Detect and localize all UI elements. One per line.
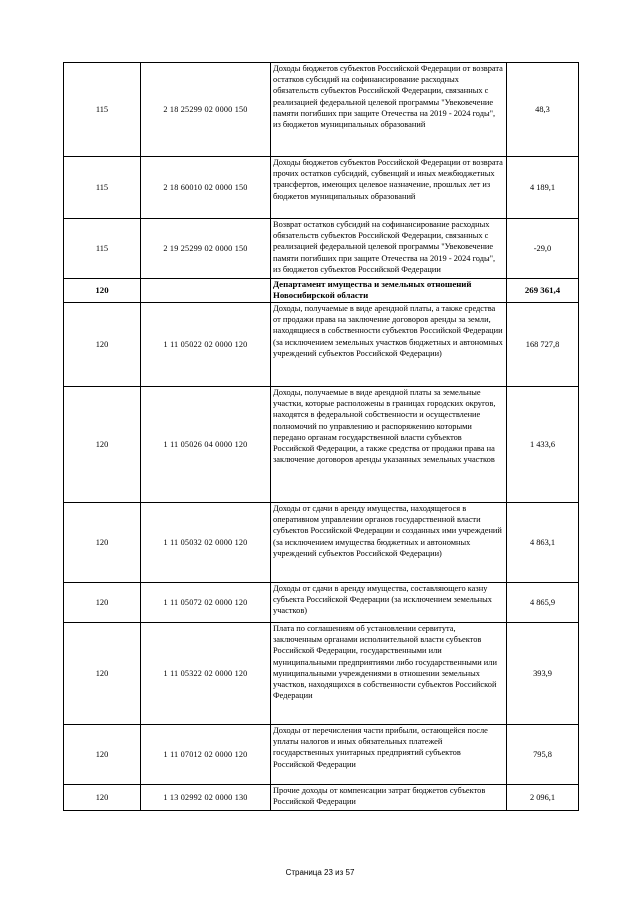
budget-code-cell: 2 18 25299 02 0000 150: [141, 63, 271, 157]
budget-code-cell: 1 11 05072 02 0000 120: [141, 583, 271, 623]
budget-revenue-table: [63, 62, 579, 811]
admin-code-cell: 120: [64, 623, 141, 725]
budget-code-cell: 1 11 05022 02 0000 120: [141, 303, 271, 387]
amount-cell: 4 189,1: [507, 157, 579, 219]
table-row: [64, 623, 579, 725]
revenue-name-cell: Доходы от сдачи в аренду имущества, составляющего казну субъекта Российской Федерации (за исключением земельных участков): [271, 583, 507, 623]
table-row: [64, 303, 579, 387]
revenue-name-cell: Возврат остатков субсидий на софинансирование расходных обязательств субъектов Российской Федерации, связанных с реализацией федеральной целевой программы "Увековечение памяти погибших при защите Отечества на 2019 - 2024 годы", из бюджетов субъектов Российской Федерации: [271, 219, 507, 279]
amount-cell: 393,9: [507, 623, 579, 725]
budget-code-cell: 1 11 05032 02 0000 120: [141, 503, 271, 583]
table-row: [64, 785, 579, 811]
budget-code-cell: 2 19 25299 02 0000 150: [141, 219, 271, 279]
table-row: [64, 387, 579, 503]
admin-code-cell: 115: [64, 219, 141, 279]
amount-cell: 168 727,8: [507, 303, 579, 387]
admin-code-cell: 120: [64, 503, 141, 583]
admin-code-cell: 120: [64, 387, 141, 503]
budget-code-cell: 1 11 05026 04 0000 120: [141, 387, 271, 503]
table-row: [64, 725, 579, 785]
amount-cell: 795,8: [507, 725, 579, 785]
revenue-name-cell: Доходы от перечисления части прибыли, остающейся после уплаты налогов и иных обязательных платежей государственных унитарных предприятий субъектов Российской Федерации: [271, 725, 507, 785]
amount-cell: -29,0: [507, 219, 579, 279]
budget-code-cell: 2 18 60010 02 0000 150: [141, 157, 271, 219]
admin-code-cell: 115: [64, 157, 141, 219]
table-row: [64, 63, 579, 157]
revenue-name-cell: Доходы, получаемые в виде арендной платы за земельные участки, которые расположены в границах городских округов, находятся в федеральной собственности и осуществление полномочий по управлению и распоряжению которыми передано органам государственной власти субъектов Российской Федерации, а также средства от продажи права на заключение договоров аренды указанных земельных участков: [271, 387, 507, 503]
revenue-name-cell: Плата по соглашениям об установлении сервитута, заключенным органами исполнительной власти субъектов Российской Федерации, государственными или муниципальными предприятиями либо государственными или муниципальными учреждениями в отношении земельных участков, находящихся в собственности субъектов Российской Федерации: [271, 623, 507, 725]
table-row: [64, 583, 579, 623]
amount-cell: 48,3: [507, 63, 579, 157]
amount-cell: 1 433,6: [507, 387, 579, 503]
budget-code-cell: [141, 279, 271, 303]
admin-code-cell: 120: [64, 279, 141, 303]
table-row: [64, 503, 579, 583]
budget-code-cell: 1 11 05322 02 0000 120: [141, 623, 271, 725]
amount-cell: 2 096,1: [507, 785, 579, 811]
table-body: [64, 63, 579, 811]
budget-code-cell: 1 11 07012 02 0000 120: [141, 725, 271, 785]
revenue-name-cell: Доходы бюджетов субъектов Российской Федерации от возврата прочих остатков субсидий, субвенций и иных межбюджетных трансфертов, имеющих целевое назначение, прошлых лет из бюджетов муниципальных образований: [271, 157, 507, 219]
amount-cell: 4 865,9: [507, 583, 579, 623]
budget-code-cell: 1 13 02992 02 0000 130: [141, 785, 271, 811]
admin-code-cell: 120: [64, 785, 141, 811]
amount-cell: 4 863,1: [507, 503, 579, 583]
admin-code-cell: 120: [64, 303, 141, 387]
admin-code-cell: 120: [64, 583, 141, 623]
page-number: Страница 23 из 57: [285, 868, 355, 877]
revenue-name-cell: Департамент имущества и земельных отношений Новосибирской области: [271, 279, 507, 303]
amount-cell: 269 361,4: [507, 279, 579, 303]
table-row: [64, 219, 579, 279]
revenue-name-cell: Прочие доходы от компенсации затрат бюджетов субъектов Российской Федерации: [271, 785, 507, 811]
revenue-name-cell: Доходы, получаемые в виде арендной платы, а также средства от продажи права на заключение договоров аренды за земли, находящиеся в собственности субъектов Российской Федерации (за исключением земельных участков бюджетных и автономных учреждений субъектов Российской Федерации): [271, 303, 507, 387]
revenue-name-cell: Доходы от сдачи в аренду имущества, находящегося в оперативном управлении органов государственной власти субъектов Российской Федерации и созданных ими учреждений (за исключением имущества бюджетных и автономных учреждений субъектов Российской Федерации): [271, 503, 507, 583]
admin-code-cell: 115: [64, 63, 141, 157]
revenue-name-cell: Доходы бюджетов субъектов Российской Федерации от возврата остатков субсидий на софинансирование расходных обязательств субъектов Российской Федерации, связанных с реализацией федеральной целевой программы "Увековечение памяти погибших при защите Отечества на 2019 - 2024 годы", из бюджетов муниципальных образований: [271, 63, 507, 157]
table-row: [64, 157, 579, 219]
table-row: [64, 279, 579, 303]
admin-code-cell: 120: [64, 725, 141, 785]
